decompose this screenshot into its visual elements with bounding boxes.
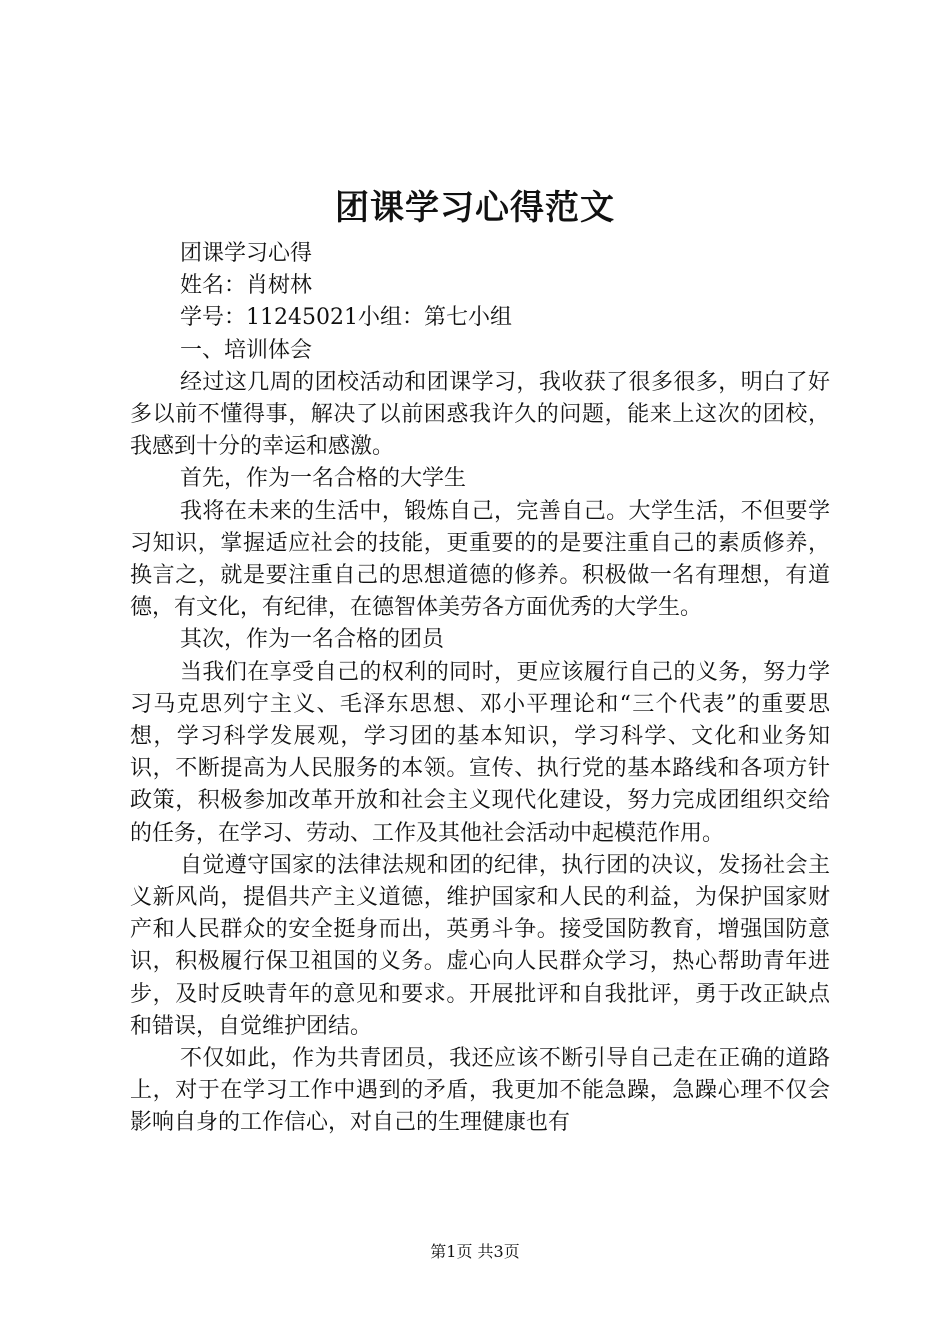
paragraph: 当我们在享受自己的权利的同时，更应该履行自己的义务，努力学习马克思列宁主义、毛泽东思想、邓小平理论和“三个代表”的重要思想，学习科学发展观，学习团的基本知识，学习科学、文化和业务知识，不断提高为人民服务的本领。宣传、执行党的基本路线和各项方针政策，积极参加改革开放和社会主义现代化建设，努力完成团组织交给的任务，在学习、劳动、工作及其他社会活动中起模范作用。 bbox=[130, 659, 830, 846]
document-body bbox=[130, 238, 830, 1140]
subheading-first: 首先，作为一名合格的大学生 bbox=[180, 466, 467, 492]
paragraph: 不仅如此，作为共青团员，我还应该不断引导自己走在正确的道路上，对于在学习工作中遇到的矛盾，我更加不能急躁，急躁心理不仅会影响自身的工作信心，对自己的生理健康也有 bbox=[130, 1046, 830, 1136]
paragraph-student-id: 学号：11245021小组：第七小组 bbox=[180, 305, 512, 331]
page-number-footer: 第1页 共3页 bbox=[430, 1242, 520, 1261]
subheading-second: 其次，作为一名合格的团员 bbox=[180, 627, 445, 653]
paragraph: 自觉遵守国家的法律法规和团的纪律，执行团的决议，发扬社会主义新风尚，提倡共产主义道德，维护国家和人民的利益，为保护国家财产和人民群众的安全挺身而出，英勇斗争。接受国防教育，增强国防意识，积极履行保卫祖国的义务。虚心向人民群众学习，热心帮助青年进步，及时反映青年的意见和要求。开展批评和自我批评，勇于改正缺点和错误，自觉维护团结。 bbox=[130, 852, 830, 1039]
section-heading: 一、培训体会 bbox=[180, 337, 313, 363]
paragraph: 我将在未来的生活中，锻炼自己，完善自己。大学生活，不但要学习知识，掌握适应社会的技能，更重要的的是要注重自己的素质修养，换言之，就是要注重自己的思想道德的修养。积极做一名有理想，有道德，有文化，有纪律，在德智体美劳各方面优秀的大学生。 bbox=[130, 498, 830, 621]
paragraph-name: 姓名：肖树林 bbox=[180, 273, 313, 299]
paragraph-heading: 团课学习心得 bbox=[180, 241, 313, 266]
document-title: 团课学习心得范文 bbox=[335, 188, 615, 228]
paragraph: 经过这几周的团校活动和团课学习，我收获了很多很多，明白了好多以前不懂得事，解决了以前困惑我许久的问题，能来上这次的团校，我感到十分的幸运和感激。 bbox=[130, 369, 830, 460]
